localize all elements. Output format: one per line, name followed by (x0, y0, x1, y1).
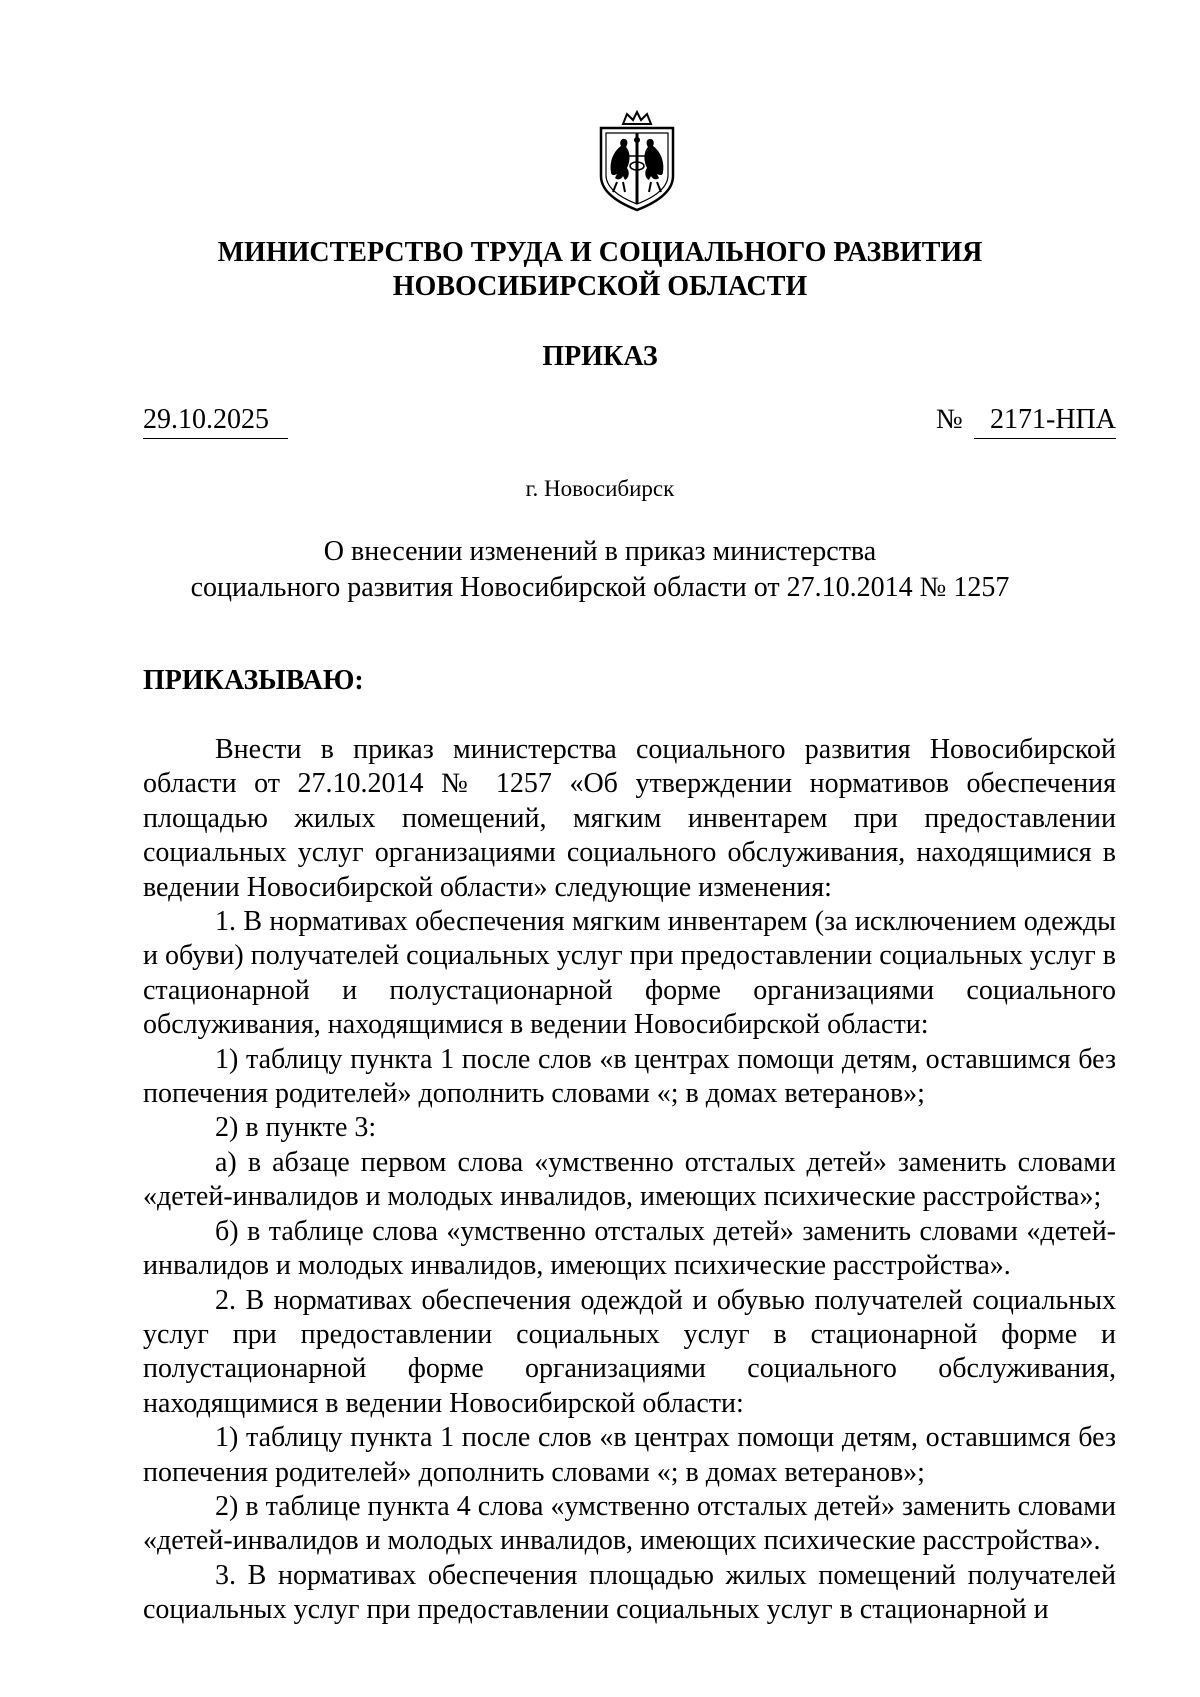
order-subject (0, 534, 1200, 606)
ministry-name (0, 236, 1200, 304)
order-body (143, 733, 1116, 1628)
paragraph: 2. В нормативах обеспечения одеждой и обувью получателей социальных услуг при предоставлении социальных услуг в стационарной форме и полустационарной форме организациями социального обслуживания, находящимися в ведении Новосибирской области: (143, 1284, 1116, 1419)
document-type: ПРИКАЗ (542, 341, 658, 372)
paragraph: 1) таблицу пункта 1 после слов «в центрах помощи детям, оставшимся без попечения родителей» дополнить словами «; в домах ветеранов»; (143, 1422, 1116, 1488)
paragraph: Внести в приказ министерства социального развития Новосибирской области от 27.10.2014 № 1257 «Об утверждении нормативов обеспечения площадью жилых помещений, мягким инвентарем при предоставлении социальных услуг организациями социального обслуживания, находящимися в ведении Новосибирской области» следующие изменения: (143, 734, 1116, 903)
paragraph: 1) таблицу пункта 1 после слов «в центрах помощи детям, оставшимся без попечения родителей» дополнить словами «; в домах ветеранов»; (143, 1043, 1116, 1110)
order-word: ПРИКАЗЫВАЮ: (143, 665, 364, 696)
ministry-name-line2: НОВОСИБИРСКОЙ ОБЛАСТИ (392, 271, 808, 302)
paragraph: 2) в таблице пункта 4 слова «умственно отсталых детей» заменить словами «детей-инвалидов и молодых инвалидов, имеющих психические расстройства». (143, 1490, 1116, 1557)
order-subject-line1: О внесении изменений в приказ министерства (323, 536, 877, 567)
novosibirsk-coat-of-arms-icon (593, 110, 681, 214)
ministry-name-line1: МИНИСТЕРСТВО ТРУДА И СОЦИАЛЬНОГО РАЗВИТИЯ (217, 237, 983, 268)
date-underline (143, 438, 288, 439)
paragraph: 2) в пункте 3: (215, 1112, 377, 1144)
paragraph: а) в абзаце первом слова «умственно отсталых детей» заменить словами «детей-инвалидов и молодых инвалидов, имеющих психические расстройства»; (143, 1146, 1116, 1213)
paragraph: б) в таблице слова «умственно отсталых детей» заменить словами «детей-инвалидов и молодых инвалидов, имеющих психические расстройства». (143, 1215, 1116, 1282)
order-subject-line2: социального развития Новосибирской области от 27.10.2014 № 1257 (190, 572, 1010, 603)
city-name: г. Новосибирск (525, 476, 675, 501)
number-underline (974, 438, 1116, 439)
number-sign: № (936, 404, 963, 435)
order-date: 29.10.2025 (143, 404, 269, 435)
order-number: 2171-НПА (990, 404, 1116, 435)
paragraph: 3. В нормативах обеспечения площадью жилых помещений получателей социальных услуг при предоставлении социальных услуг в стационарной и (143, 1559, 1116, 1626)
paragraph: 1. В нормативах обеспечения мягким инвентарем (за исключением одежды и обуви) получателей социальных услуг при предоставлении социальных услуг в стационарной и полустационарной форме организациями социального обслуживания, находящимися в ведении Новосибирской области: (143, 906, 1116, 1041)
